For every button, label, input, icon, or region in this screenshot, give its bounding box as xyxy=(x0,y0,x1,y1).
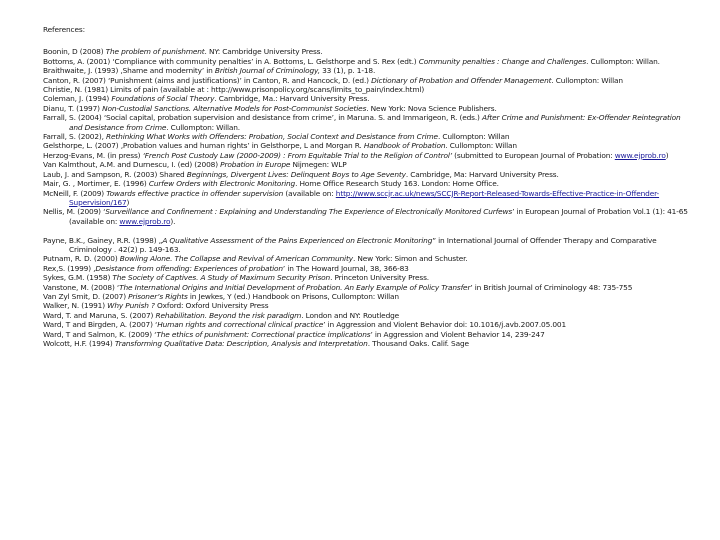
reference-list-part-1 xyxy=(43,47,694,226)
reference-text: Boonin, D (2008) xyxy=(43,47,106,57)
reference-title: Bowling Alone. The Collapse and Revival of American Community xyxy=(119,254,353,264)
reference-text: (submitted to European Journal of Probation: xyxy=(451,150,615,160)
reference-title: Human rights and correctional clinical practice xyxy=(157,320,324,330)
reference-text: Walker, N. (1991) xyxy=(43,301,108,311)
reference-title: Curfew Orders with Electronic Monitoring xyxy=(148,179,296,189)
reference-title: Surveillance and Confinement : Explaining and Understanding The Experience of Electronically Monitored Curfews xyxy=(105,207,513,217)
reference-title: Rethinking What Works with Offenders: Probation, Social Context and Desistance from Crime xyxy=(106,132,438,142)
reference-title: Transforming Qualitative Data: Description, Analysis and Interpretation xyxy=(114,338,368,348)
reference-link[interactable]: www.ejprob.ro xyxy=(614,150,666,160)
reference-text: Payne, B.K., Gainey, R.R. (1998) „ xyxy=(43,235,163,245)
reference-text: ” in International Journal of Offender Therapy and Comparative Criminology . 42(2) p. 149-163. xyxy=(69,235,657,254)
reference-text: Nijmegen: WLP xyxy=(290,160,347,170)
reference-text: Wolcott, H.F. (1994) xyxy=(43,338,115,348)
reference-text: Van Kalmthout, A.M. and Durnescu, I. (ed) (2008) xyxy=(43,160,221,170)
reference-text: . Cullompton: Willan. xyxy=(166,122,241,132)
reference-text: . Cambridge, Ma: Harvard University Press. xyxy=(405,169,559,179)
reference-text: ’ in Aggression and Violent Behavior 14, 239-247 xyxy=(370,329,545,339)
reference-text: . Cullompton: Willan xyxy=(437,132,510,142)
reference-text: Putnam, R. D. (2000) xyxy=(43,254,120,264)
reference-entry xyxy=(43,207,694,226)
reference-entry xyxy=(43,170,694,179)
reference-title: Why Punish ? xyxy=(107,301,155,311)
reference-text: Nellis, M. (2009) ‘ xyxy=(43,207,106,217)
reference-title: Desistance from offending: Experiences of probation xyxy=(95,263,283,273)
reference-text: in Jewkes, Y (ed.) Handbook on Prisons, Cullompton: Willan xyxy=(187,291,399,301)
reference-entry xyxy=(43,301,694,310)
reference-entry xyxy=(43,320,694,329)
reference-text: ’ in European Journal of Probation Vol.1 (1): 41-65 (available on: xyxy=(69,207,688,226)
reference-text: ) xyxy=(665,150,669,160)
reference-entry xyxy=(43,132,694,141)
reference-entry xyxy=(43,47,694,56)
reference-title: Rehabilitation. Beyond the risk paradigm xyxy=(155,310,302,320)
reference-text: . New York: Simon and Schuster. xyxy=(352,254,468,264)
reference-text: ’ in The Howard Journal, 38, 366-83 xyxy=(282,263,409,273)
reference-title: A Qualitative Assessment of the Pains Experienced on Electronic Monitoring xyxy=(162,235,433,245)
reference-text: Gelsthorpe, L. (2007) ‚Probation values and human rights’ in Gelsthorpe, L and Morgan R. xyxy=(43,141,364,151)
reference-text: Christie, N. (1981) Limits of pain (available at : http://www.prisonpolicy.org/scans/limits_to_pain/index.html) xyxy=(43,85,425,95)
reference-text: ) xyxy=(126,197,130,207)
reference-title: Towards effective practice in offender supervision xyxy=(106,188,284,198)
section-gap xyxy=(43,226,694,235)
reference-link[interactable]: www.ejprob.ro xyxy=(119,216,171,226)
reference-text: Coleman, J. (1994) xyxy=(43,94,112,104)
reference-title: Dictionary of Probation and Offender Management xyxy=(371,75,552,85)
reference-list-part-2 xyxy=(43,236,694,349)
reference-text: Ward, T and Birgden, A. (2007) ‘ xyxy=(43,320,158,330)
reference-entry xyxy=(43,189,694,208)
reference-entry xyxy=(43,151,694,160)
reference-entry xyxy=(43,236,694,255)
references-heading: References: xyxy=(43,25,85,34)
reference-title: Foundations of Social Theory xyxy=(111,94,215,104)
reference-text: Rex,S. (1999) ‚ xyxy=(43,263,96,273)
reference-text: ’ in British Journal of Criminology 48: 735-755 xyxy=(470,282,633,292)
reference-title: Handbook of Probation xyxy=(363,141,446,151)
reference-title: British Journal of Criminology, xyxy=(214,66,320,76)
reference-text: Ward, T. and Maruna, S. (2007) xyxy=(43,310,156,320)
reference-entry xyxy=(43,311,694,320)
reference-title: ‘French Post Custody Law (2000-2009) : From Equitable Trial to the Religion of Control’ xyxy=(142,150,452,160)
reference-entry xyxy=(43,66,694,75)
reference-text: . NY: Cambridge University Press. xyxy=(204,47,323,57)
reference-text: . Cullompton: Willan xyxy=(445,141,517,151)
reference-text: . Cullompton: Willan xyxy=(551,75,623,85)
reference-text: . New York: Nova Science Publishers. xyxy=(366,103,497,113)
reference-text: Ward, T and Salmon, K. (2009) ‘ xyxy=(43,329,157,339)
reference-title: The Society of Captives. A Study of Maximum Security Prison xyxy=(112,273,331,283)
reference-text: Canton, R. (2007) ‘Punishment (aims and justifications)’ in Canton, R. and Hancock, D. (ed.) xyxy=(43,75,372,85)
reference-text: . Cullompton: Willan. xyxy=(586,56,660,66)
reference-title: Prisoner’s Rights xyxy=(128,291,188,301)
reference-title: Beginnings, Divergent Lives: Delinquent Boys to Age Seventy xyxy=(186,169,406,179)
reference-text: 33 (1), p. 1-18. xyxy=(319,66,376,76)
reference-entry xyxy=(43,113,694,132)
reference-entry xyxy=(43,273,694,282)
reference-entry xyxy=(43,57,694,66)
reference-text: Laub, J. and Sampson, R. (2003) Shared xyxy=(43,169,187,179)
reference-link[interactable]: http://www.sccjr.ac.uk/news/SCCJR-Report-Released-Towards-Effective-Practice-in-Offender-Supervision/167 xyxy=(69,188,660,207)
reference-text: Braithwaite, J. (1993) ‚Shame and modernity’ in xyxy=(43,66,215,76)
reference-text: Oxford: Oxford University Press xyxy=(154,301,269,311)
reference-text: McNeill, F. (2009) xyxy=(43,188,107,198)
reference-text: . Home Office Research Study 163. London: Home Office. xyxy=(295,179,499,189)
reference-text: Bottoms, A. (2001) ‘Compliance with community penalties’ in A. Bottoms, L. Gelsthorpe and S. Rex (edt.) xyxy=(43,56,419,66)
reference-text: ). xyxy=(170,216,176,226)
reference-entry xyxy=(43,179,694,188)
reference-text: . London and NY: Routledge xyxy=(301,310,400,320)
reference-title: Non-Custodial Sanctions. Alternative Models for Post-Communist Societies xyxy=(102,103,367,113)
reference-text: Farrall, S. (2002), xyxy=(43,132,107,142)
reference-title: Probation in Europe xyxy=(220,160,291,170)
reference-title: After Crime and Punishment: Ex-Offender Reintegration and Desistance from Crime xyxy=(69,113,681,132)
reference-text: . Thousand Oaks. Calif. Sage xyxy=(367,338,469,348)
reference-text: Vanstone, M. (2008) ‘ xyxy=(43,282,120,292)
reference-entry xyxy=(43,85,694,94)
reference-entry xyxy=(43,283,694,292)
reference-text: . Cambridge, Ma.: Harvard University Press. xyxy=(214,94,370,104)
reference-text: Herzog-Evans, M. (in press) xyxy=(43,150,143,160)
reference-text: Sykes, G.M. (1958) xyxy=(43,273,113,283)
reference-text: (available on: xyxy=(283,188,336,198)
reference-entry xyxy=(43,292,694,301)
reference-text: Dianu, T. (1997) xyxy=(43,103,103,113)
reference-text: . Princeton University Press. xyxy=(330,273,430,283)
reference-entry xyxy=(43,264,694,273)
reference-entry xyxy=(43,330,694,339)
reference-entry xyxy=(43,94,694,103)
reference-entry xyxy=(43,339,694,348)
reference-entry xyxy=(43,104,694,113)
reference-title: The ethics of punishment: Correctional practice implications xyxy=(156,329,371,339)
reference-title: Community penalties : Change and Challenges xyxy=(418,56,587,66)
reference-text: Van Zyl Smit, D. (2007) xyxy=(43,291,129,301)
reference-text: Farrall, S. (2004) ‘Social capital, probation supervision and desistance from crime’, in Maruna. S. and Immarigeon, R. (eds.) xyxy=(43,113,482,123)
reference-title: The International Origins and Initial Development of Probation. An Early Example of Policy Transfer xyxy=(119,282,471,292)
reference-text: ’ in Aggression and Violent Behavior doi: 10.1016/j.avb.2007.05.001 xyxy=(323,320,567,330)
reference-entry xyxy=(43,141,694,150)
reference-entry xyxy=(43,76,694,85)
reference-text: Mair, G. , Mortimer, E. (1996) xyxy=(43,179,149,189)
reference-title: The problem of punishment xyxy=(105,47,205,57)
reference-entry xyxy=(43,254,694,263)
reference-entry xyxy=(43,160,694,169)
